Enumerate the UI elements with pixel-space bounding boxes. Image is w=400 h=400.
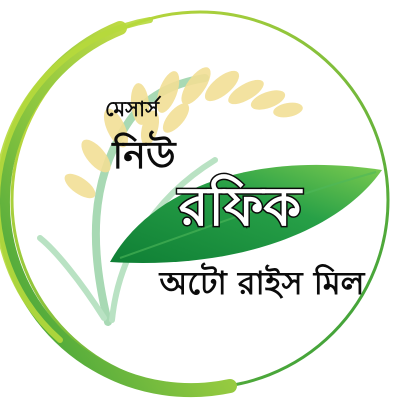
company-name: রফিক: [178, 175, 302, 238]
new-text: নিউ: [112, 133, 176, 177]
prefix-text: মেসার্স: [104, 97, 160, 121]
subtitle-text: অটো রাইস মিল: [159, 264, 365, 302]
